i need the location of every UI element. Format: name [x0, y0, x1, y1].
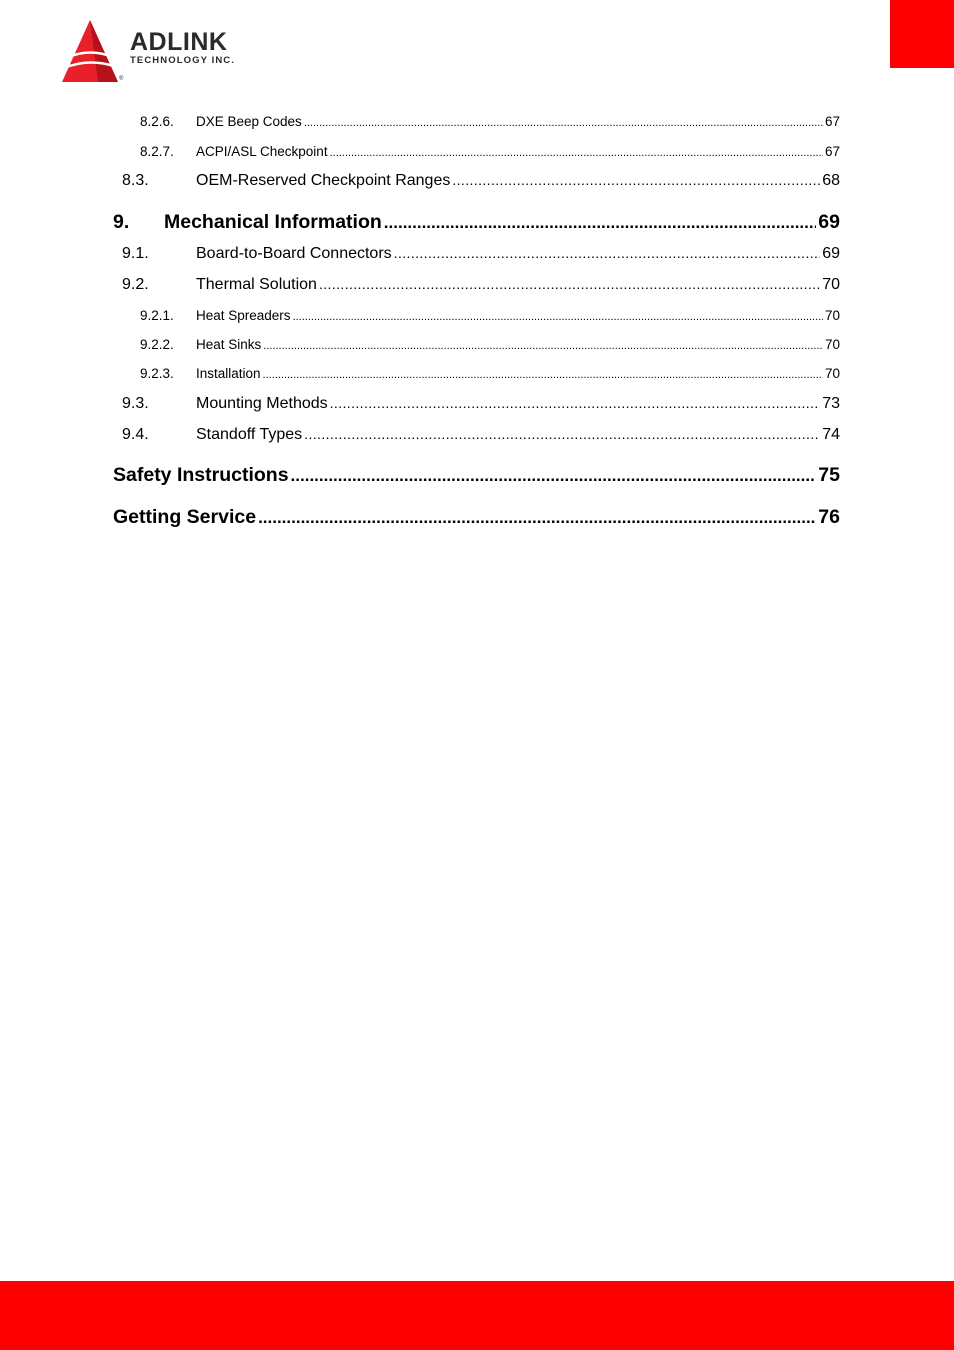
toc-leader — [330, 395, 821, 411]
toc-title: Safety Instructions — [113, 464, 289, 486]
toc-leader — [258, 508, 816, 528]
toc-title: DXE Beep Codes — [196, 114, 302, 129]
toc-number: 9. — [113, 211, 130, 233]
toc-page: 76 — [818, 506, 840, 528]
toc-title: Thermal Solution — [196, 276, 317, 293]
toc-page: 68 — [822, 172, 840, 189]
toc-number: 9.2.1. — [140, 308, 174, 323]
toc-leader — [293, 311, 823, 323]
company-logo — [58, 18, 278, 86]
logo-triangle-icon — [58, 18, 124, 86]
corner-tab — [890, 0, 954, 68]
logo-company-name: ADLINK — [130, 28, 228, 56]
toc-leader — [304, 117, 823, 129]
toc-page: 75 — [818, 464, 840, 486]
toc-title: Mechanical Information — [164, 211, 382, 233]
toc-number: 8.2.7. — [140, 144, 174, 159]
toc-title: Standoff Types — [196, 426, 303, 443]
toc-page: 73 — [822, 395, 840, 412]
toc-page: 70 — [822, 276, 840, 293]
toc-leader — [319, 276, 820, 292]
toc-title: OEM-Reserved Checkpoint Ranges — [196, 172, 451, 189]
toc-title: Heat Sinks — [196, 337, 262, 352]
toc-number: 9.2.2. — [140, 337, 174, 352]
toc-title: Board-to-Board Connectors — [196, 245, 392, 262]
toc-page: 70 — [824, 337, 840, 352]
toc-number: 9.4. — [122, 426, 149, 443]
toc-leader — [394, 245, 821, 261]
toc-number: 9.2. — [122, 276, 149, 293]
toc-leader — [304, 426, 820, 442]
toc-number: 9.2.3. — [140, 366, 174, 381]
logo-tagline: TECHNOLOGY INC. — [130, 55, 235, 66]
logo-registered-mark: ® — [119, 76, 124, 82]
toc-number: 9.3. — [122, 395, 149, 412]
toc-page: 70 — [824, 308, 840, 323]
toc-page: 69 — [822, 245, 840, 262]
footer-bar — [0, 1281, 954, 1350]
toc-page: 67 — [824, 114, 840, 129]
toc-number: 8.2.6. — [140, 114, 174, 129]
toc-title: Installation — [196, 366, 261, 381]
toc-page: 69 — [818, 211, 840, 233]
toc-leader — [291, 466, 817, 486]
toc-title: ACPI/ASL Checkpoint — [196, 144, 328, 159]
toc-leader — [384, 213, 817, 233]
toc-leader — [263, 369, 823, 381]
toc-leader — [330, 147, 823, 159]
toc-number: 9.1. — [122, 245, 149, 262]
toc-title: Mounting Methods — [196, 395, 328, 412]
toc-page: 67 — [824, 144, 840, 159]
toc-leader — [452, 172, 820, 188]
toc-leader — [263, 340, 823, 352]
toc-page: 74 — [822, 426, 840, 443]
toc-title: Heat Spreaders — [196, 308, 291, 323]
toc-page: 70 — [824, 366, 840, 381]
toc-number: 8.3. — [122, 172, 149, 189]
toc-title: Getting Service — [113, 506, 257, 528]
